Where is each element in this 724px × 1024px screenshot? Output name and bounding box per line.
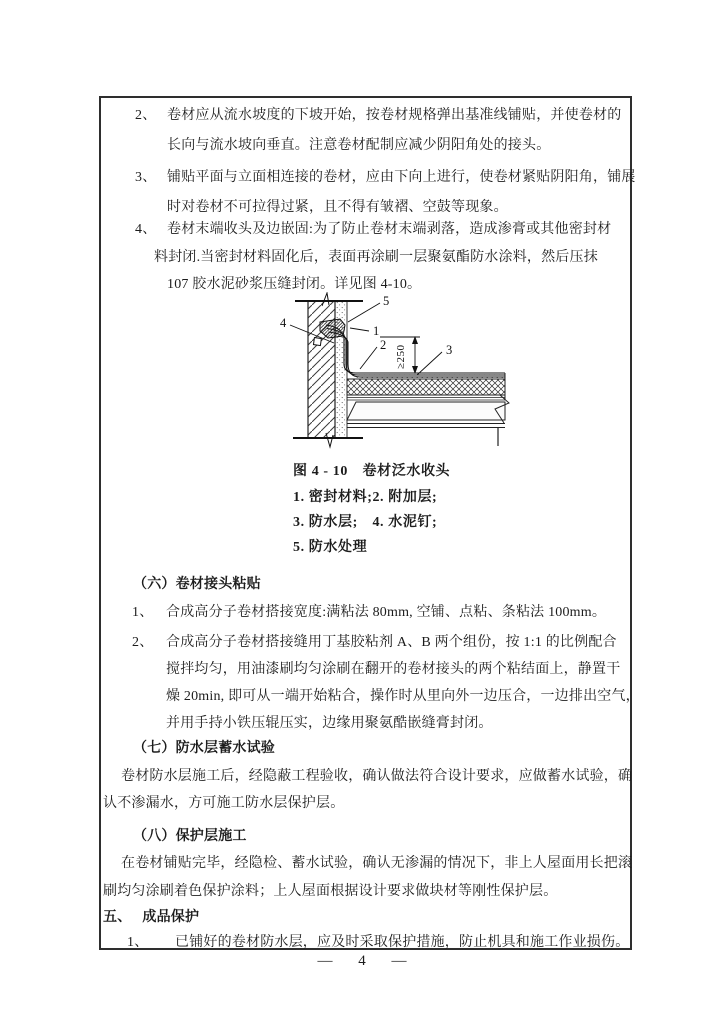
section-7-line-1: 卷材防水层施工后，经隐蔽工程验收，确认做法符合设计要求，应做蓄水试验，确 <box>121 769 633 784</box>
figure-legend-line-2: 3. 防水层; 4. 水泥钉; <box>293 515 438 530</box>
figure-legend-line-1: 1. 密封材料;2. 附加层; <box>293 490 438 505</box>
item-text: 卷材应从流水坡度的下坡开始，按卷材规格弹出基准线铺贴，并使卷材的 <box>167 108 622 123</box>
heading-number: 五、 <box>103 910 132 925</box>
item-text: 合成高分子卷材搭接缝用丁基胶粘剂 A、B 两个组份，按 1:1 的比例配合 <box>166 635 617 650</box>
list-item-4-line-2: 料封闭.当密封材料固化后，表面再涂刷一层聚氨酯防水涂料，然后压抹 <box>154 250 598 265</box>
list-item-3-line-2: 时对卷材不可拉得过紧，且不得有皱褶、空鼓等现象。 <box>167 200 508 215</box>
insulation-layer <box>347 379 505 395</box>
list-item-2-line-2: 长向与流水坡向垂直。注意卷材配制应减少阴阳角处的接头。 <box>167 138 551 153</box>
callout-5: 5 <box>383 294 390 308</box>
section-6-item-2-line-2: 搅拌均匀，用油漆刷均匀涂刷在翻开的卷材接头的两个粘结面上，静置干 <box>166 662 621 677</box>
section-6-item-1 <box>132 603 606 623</box>
section-5-heading <box>103 908 199 928</box>
section-6-heading: （六）卷材接头粘贴 <box>133 577 261 592</box>
section-8-line-2: 刷均匀涂刷着色保护涂料；上人屋面根据设计要求做块材等刚性保护层。 <box>103 884 558 899</box>
callout-4: 4 <box>280 316 287 330</box>
callout-2: 2 <box>380 338 387 352</box>
item-number: 3、 <box>135 170 157 185</box>
callout-1: 1 <box>373 324 380 338</box>
page-number: — 4 — <box>317 953 407 969</box>
item-number: 1、 <box>127 935 149 950</box>
content-border <box>99 96 640 950</box>
callout-3: 3 <box>446 343 453 357</box>
item-text: 已铺好的卷材防水层，应及时采取保护措施，防止机具和施工作业损伤。 <box>175 935 630 950</box>
list-item-4-line-3: 107 胶水泥砂浆压缝封闭。详见图 4-10。 <box>167 277 422 292</box>
section-7-heading: （七）防水层蓄水试验 <box>133 741 275 756</box>
section-5-item-1 <box>127 933 629 953</box>
item-text: 合成高分子卷材搭接宽度:满粘法 80mm, 空铺、点粘、条粘法 100mm。 <box>166 605 607 620</box>
figure-legend-line-3: 5. 防水处理 <box>293 540 368 555</box>
item-text: 卷材末端收头及边嵌固:为了防止卷材末端剥落，造成渗膏或其他密封材 <box>167 222 612 237</box>
list-item-2-line-1 <box>135 106 621 126</box>
structural-slab <box>347 402 505 420</box>
dimension-label: ≥250 <box>395 344 407 369</box>
item-number: 1、 <box>132 605 154 620</box>
section-6-item-2-line-4: 并用手持小铁压辊压实，边缘用聚氨酷嵌缝膏封闭。 <box>166 716 493 731</box>
section-6-item-2-line-1 <box>132 633 617 653</box>
cement-nail <box>313 338 321 346</box>
item-number: 4、 <box>135 222 157 237</box>
list-item-4-line-1 <box>135 220 611 240</box>
figure-caption: 图 4 - 10 卷材泛水收头 <box>293 464 451 479</box>
section-7-line-2: 认不渗漏水，方可施工防水层保护层。 <box>103 796 345 811</box>
heading-title: 成品保护 <box>142 910 200 925</box>
section-8-line-1: 在卷材铺贴完毕，经隐检、蓄水试验，确认无渗漏的情况下，非上人屋面用长把滚 <box>121 856 633 871</box>
item-number: 2、 <box>135 108 157 123</box>
figure-4-10-diagram <box>276 292 516 456</box>
item-text: 铺贴平面与立面相连接的卷材，应由下向上进行，使卷材紧贴阴阳角，铺展 <box>167 170 636 185</box>
section-6-item-2-line-3: 燥 20min, 即可从一端开始粘合，操作时从里向外一边压合，一边排出空气， <box>166 689 640 704</box>
section-8-heading: （八）保护层施工 <box>133 829 247 844</box>
item-number: 2、 <box>132 635 154 650</box>
roof-layers <box>347 373 509 446</box>
list-item-3-line-1 <box>135 168 636 188</box>
